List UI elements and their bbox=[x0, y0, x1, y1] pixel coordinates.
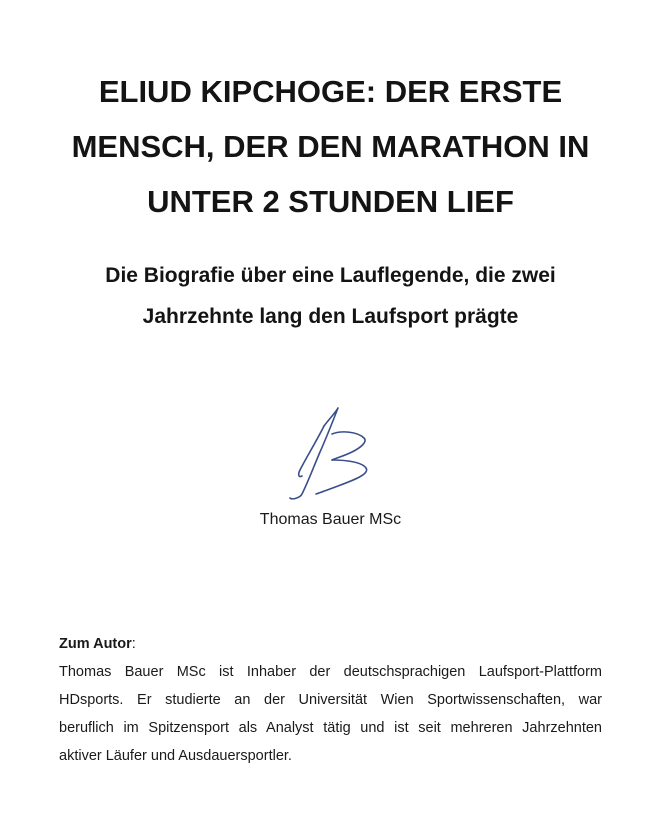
subtitle-line: Die Biografie über eine Lauflegende, die zwei bbox=[105, 264, 556, 287]
about-line: HDsports. Er studierte an der Universität Wien Sportwissenschaften, war bbox=[59, 692, 602, 708]
book-title bbox=[30, 64, 631, 229]
author-name: Thomas Bauer MSc bbox=[259, 511, 402, 528]
subtitle-line: Jahrzehnte lang den Laufsport prägte bbox=[142, 305, 519, 328]
about-heading-line bbox=[59, 630, 602, 658]
about-line: Thomas Bauer MSc ist Inhaber der deutschsprachigen Laufsport-Plattform bbox=[59, 664, 602, 680]
title-line: ELIUD KIPCHOGE: DER ERSTE bbox=[98, 74, 563, 109]
about-body bbox=[59, 658, 602, 770]
about-line: aktiver Läufer und Ausdauersportler. bbox=[59, 748, 292, 764]
book-subtitle bbox=[30, 255, 631, 337]
about-heading-colon: : bbox=[131, 636, 136, 652]
about-heading: Zum Autor bbox=[59, 636, 132, 652]
about-line: beruflich im Spitzensport als Analyst tätig und ist seit mehreren Jahrzehnten bbox=[59, 720, 602, 736]
title-line: UNTER 2 STUNDEN LIEF bbox=[147, 184, 514, 219]
signature-icon bbox=[288, 404, 378, 504]
title-line: MENSCH, DER DEN MARATHON IN bbox=[71, 129, 590, 164]
about-author-section bbox=[59, 630, 602, 770]
